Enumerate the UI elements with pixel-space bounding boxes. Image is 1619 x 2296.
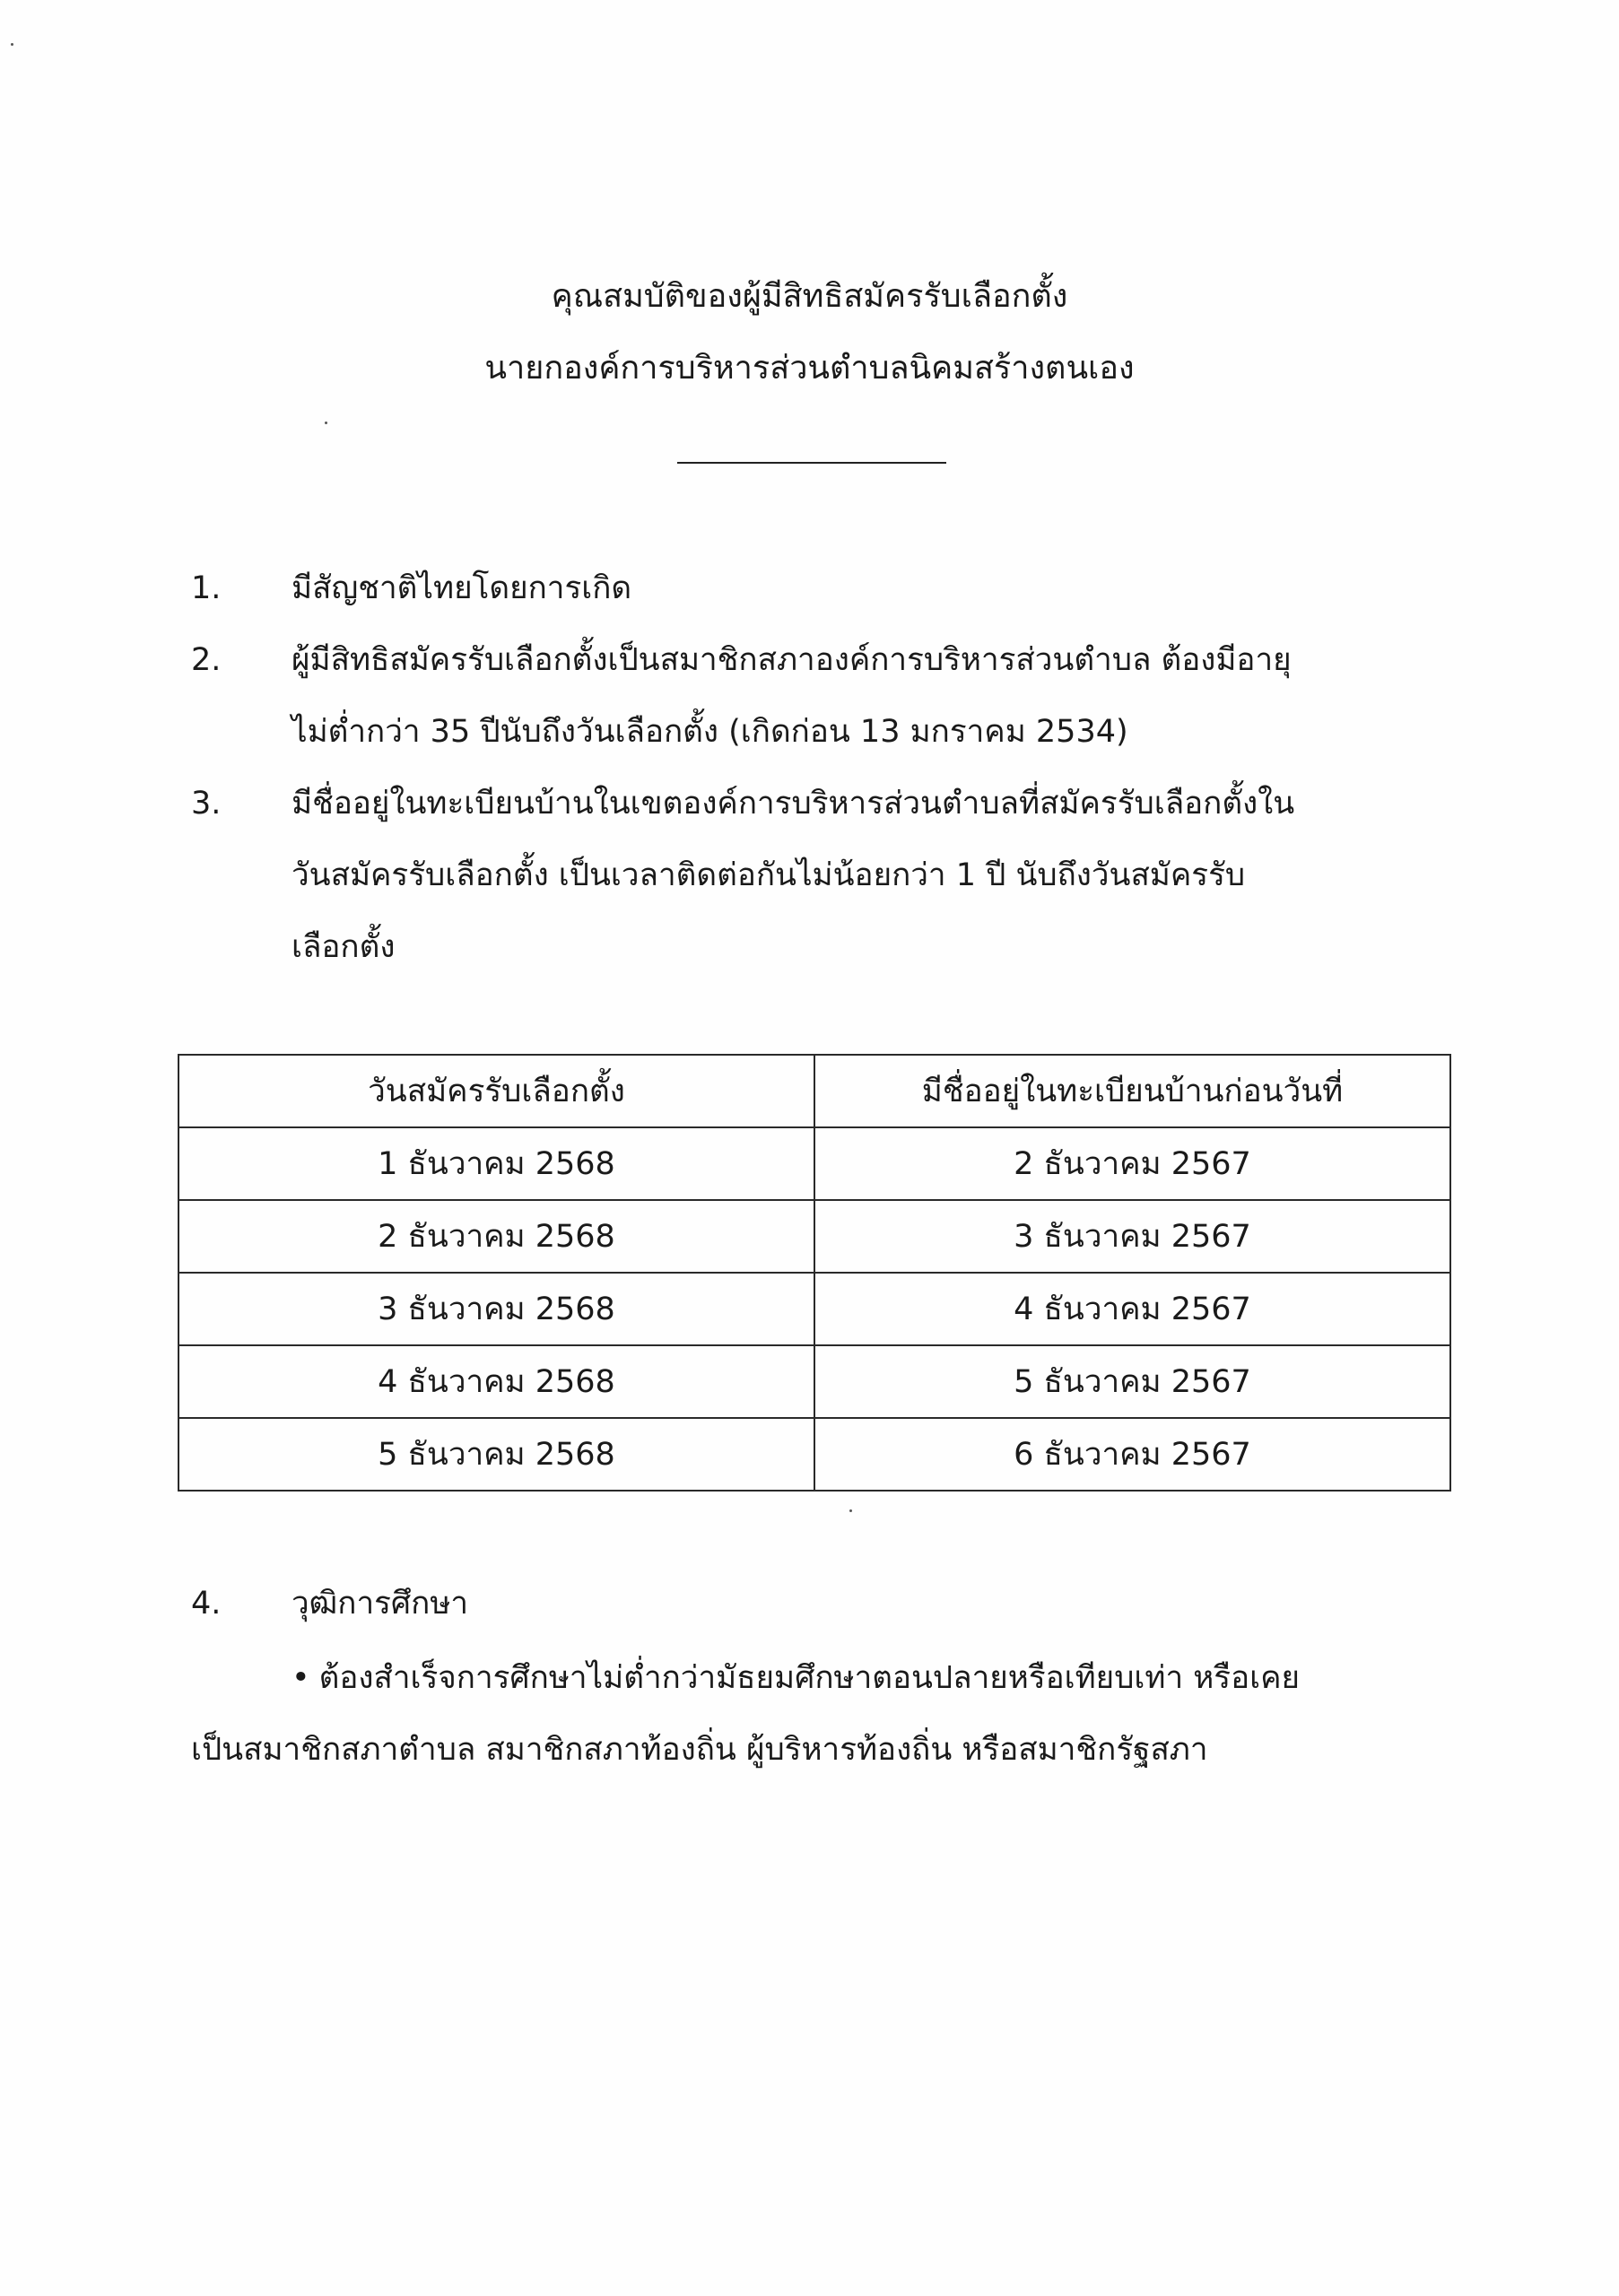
table-cell: 5 ธันวาคม 2567 <box>814 1345 1450 1418</box>
registration-date-table <box>178 1054 1449 1492</box>
document-title-line-2: นายกองค์การบริหารส่วนตำบลนิคมสร้างตนเอง <box>484 350 1135 387</box>
item-text: ผู้มีสิทธิสมัครรับเลือกตั้งเป็นสมาชิกสภาองค์การบริหารส่วนตำบล ต้องมีอายุ <box>292 642 1292 678</box>
item-text: มีชื่ออยู่ในทะเบียนบ้านในเขตองค์การบริหารส่วนตำบลที่สมัครรับเลือกตั้งใน <box>292 786 1295 822</box>
column-header: มีชื่ออยู่ในทะเบียนบ้านก่อนวันที่ <box>814 1055 1450 1127</box>
education-requirement-text: ต้องสำเร็จการศึกษาไม่ต่ำกว่ามัธยมศึกษาตอนปลายหรือเทียบเท่า หรือเคย <box>318 1660 1300 1696</box>
item-text: เลือกตั้ง <box>292 929 396 965</box>
table-cell: 1 ธันวาคม 2568 <box>178 1127 814 1200</box>
item-text: มีสัญชาติไทยโดยการเกิด <box>292 570 632 606</box>
document-title-line-1: คุณสมบัติของผู้มีสิทธิสมัครรับเลือกตั้ง <box>551 278 1068 315</box>
bullet-icon: • <box>292 1660 310 1696</box>
scan-speck <box>325 422 327 424</box>
table-cell: 3 ธันวาคม 2567 <box>814 1200 1450 1273</box>
education-requirement-line-1 <box>292 1655 1300 1701</box>
table-row <box>178 1200 1450 1273</box>
education-heading: วุฒิการศึกษา <box>292 1586 469 1622</box>
table-header-row <box>178 1055 1450 1127</box>
table-cell: 4 ธันวาคม 2568 <box>178 1345 814 1418</box>
item-number: 4. <box>191 1586 222 1622</box>
item-number: 3. <box>191 786 222 822</box>
table-row <box>178 1418 1450 1491</box>
item-text: ไม่ต่ำกว่า 35 ปีนับถึงวันเลือกตั้ง (เกิดก่อน 13 มกราคม 2534) <box>292 714 1128 750</box>
item-number: 1. <box>191 570 222 606</box>
item-number: 2. <box>191 642 222 678</box>
table-cell: 4 ธันวาคม 2567 <box>814 1273 1450 1345</box>
scan-speck <box>849 1509 852 1512</box>
column-header: วันสมัครรับเลือกตั้ง <box>178 1055 814 1127</box>
date-table <box>178 1054 1451 1492</box>
table-cell: 6 ธันวาคม 2567 <box>814 1418 1450 1491</box>
table-row <box>178 1273 1450 1345</box>
scan-speck <box>11 43 13 46</box>
table-row <box>178 1127 1450 1200</box>
item-text: วันสมัครรับเลือกตั้ง เป็นเวลาติดต่อกันไม่น้อยกว่า 1 ปี นับถึงวันสมัครรับ <box>292 857 1246 893</box>
education-requirement-line-2: เป็นสมาชิกสภาตำบล สมาชิกสภาท้องถิ่น ผู้บริหารท้องถิ่น หรือสมาชิกรัฐสภา <box>191 1732 1208 1768</box>
title-underline <box>677 462 946 464</box>
table-row <box>178 1345 1450 1418</box>
table-cell: 2 ธันวาคม 2568 <box>178 1200 814 1273</box>
table-cell: 3 ธันวาคม 2568 <box>178 1273 814 1345</box>
table-cell: 2 ธันวาคม 2567 <box>814 1127 1450 1200</box>
table-cell: 5 ธันวาคม 2568 <box>178 1418 814 1491</box>
